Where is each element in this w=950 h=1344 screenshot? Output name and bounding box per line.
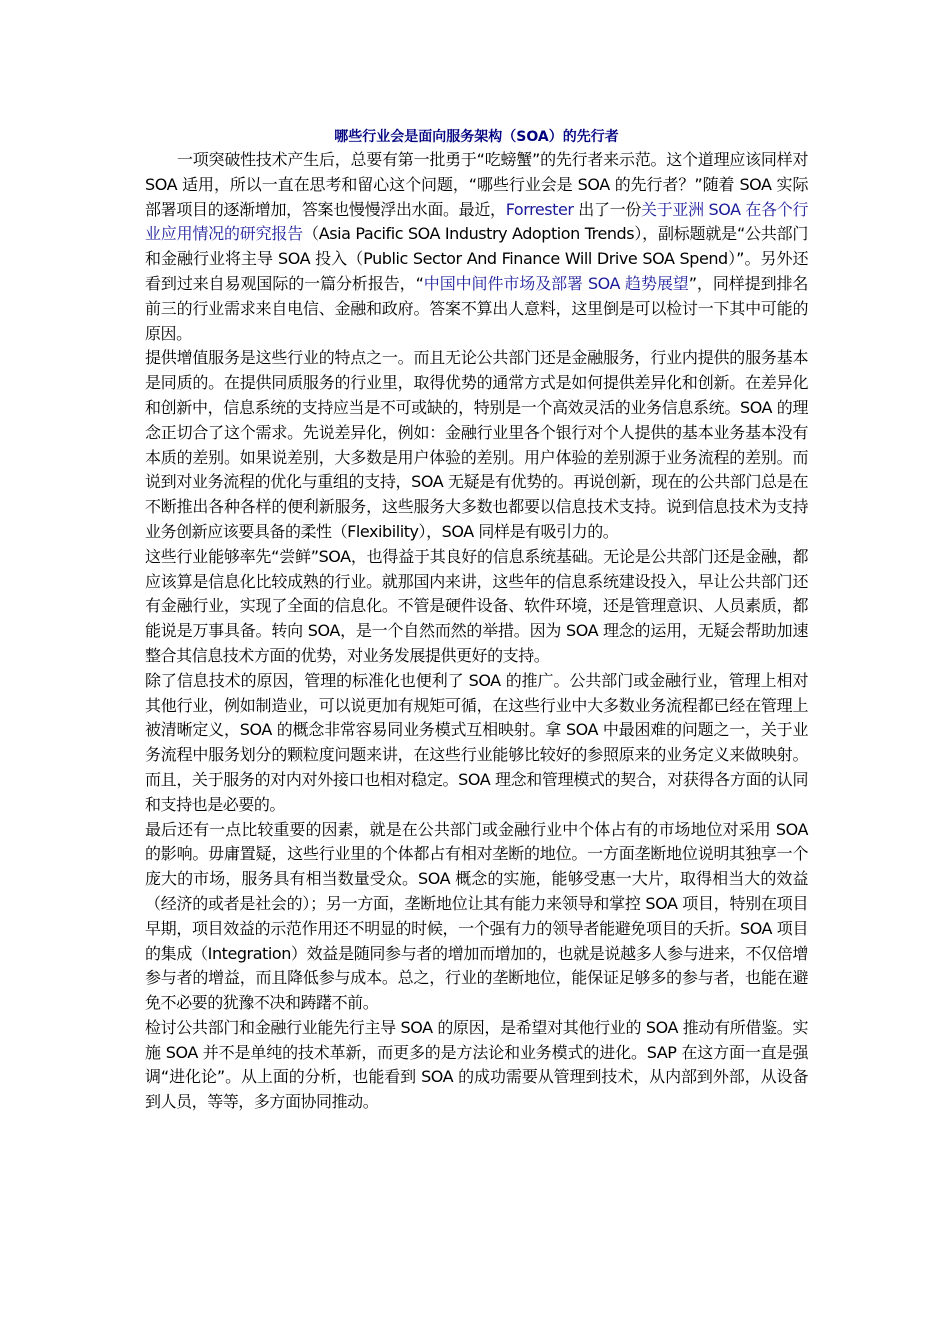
intro-text-4: ”，同样提到排名前三的行业需求来自电信、金融和政府。答案不算出人意料，这里倒是可以检讨一下其中可能的原因。: [145, 273, 808, 343]
paragraph-it-foundation: 这些行业能够率先“尝鲜”SOA，也得益于其良好的信息系统基础。无论是公共部门还是金融，都应该算是信息化比较成熟的行业。就那国内来讲，这些年的信息系统建设投入，早让公共部门还有金融行业，实现了全面的信息化。不管是硬件设备、软件环境，还是管理意识、人员素质，都能说是万事具备。转向 SOA，是一个自然而然的举措。因为 SOA 理念的运用，无疑会帮助加速整合其信息技术方面的优势，对业务发展提供更好的支持。: [145, 546, 808, 665]
intro-text-1: 一项突破性技术产生后，总要有第一批勇于“吃螃蟹”的先行者来示范。这个道理应该同样对 SOA 适用，所以一直在思考和留心这个问题，“哪些行业会是 SOA 的先行者？”随着 SOA 实际部署项目的逐渐增加，答案也慢慢浮出水面。最近，: [145, 150, 808, 219]
paragraph-value-added-services: 提供增值服务是这些行业的特点之一。而且无论公共部门还是金融服务，行业内提供的服务基本是同质的。在提供同质服务的行业里，取得优势的通常方式是如何提供差异化和创新。在差异化和创新中，信息系统的支持应当是不可或缺的，特别是一个高效灵活的业务信息系统。SOA 的理念正切合了这个需求。先说差异化，例如：金融行业里各个银行对个人提供的基本业务基本没有本质的差别。如果说差别，大多数是用户体验的差别。用户体验的差别源于业务流程的差别。而说到对业务流程的优化与重组的支持，SOA 无疑是有优势的。再说创新，现在的公共部门总是在不断推出各种各样的便利新服务，这些服务大多数也都要以信息技术支持。说到信息技术为支持业务创新应该要具备的柔性（Flexibility），SOA 同样是有吸引力的。: [145, 348, 808, 541]
link-china-middleware-report[interactable]: 中国中间件市场及部署 SOA 趋势展望: [423, 273, 689, 293]
paragraph-conclusion: 检讨公共部门和金融行业能先行主导 SOA 的原因，是希望对其他行业的 SOA 推动有所借鉴。实施 SOA 并不是单纯的技术革新，而更多的是方法论和业务模式的进化。SAP 在这方面一直是强调“进化论”。从上面的分析，也能看到 SOA 的成功需要从管理到技术，从内部到外部，从设备到人员，等等，多方面协同推动。: [145, 1017, 808, 1112]
document-title: 哪些行业会是面向服务架构（SOA）的先行者: [334, 129, 619, 145]
intro-text-2: 出了一份: [573, 199, 642, 219]
paragraph-intro: [145, 148, 808, 346]
intro-text-3: （Asia Pacific SOA Industry Adoption Trends），副标题就是“公共部门和金融行业将主导 SOA 投入（Public Sector And Finance Will Drive SOA Spend）”。另外还看到过来自易观国际的一篇分析报告，“: [145, 224, 808, 293]
paragraph-market-position: 最后还有一点比较重要的因素，就是在公共部门或金融行业中个体占有的市场地位对采用 SOA 的影响。毋庸置疑，这些行业里的个体都占有相对垄断的地位。一方面垄断地位说明其独享一个庞大的市场，服务具有相当数量受众。SOA 概念的实施，能够受惠一大片，取得相当大的效益（经济的或者是社会的）；另一方面，垄断地位让其有能力来领导和掌控 SOA 项目，特别在项目早期，项目效益的示范作用还不明显的时候，一个强有力的领导者能避免项目的夭折。SOA 项目的集成（Integration）效益是随同参与者的增加而增加的，也就是说越多人参与进来，不仅倍增参与者的增益，而且降低参与成本。总之，行业的垄断地位，能保证足够多的参与者，也能在避免不必要的犹豫不决和踌躇不前。: [145, 819, 808, 1013]
link-forrester[interactable]: Forrester: [505, 199, 574, 219]
link-asia-soa-report[interactable]: 关于亚洲 SOA 在各个行业应用情况的研究报告: [145, 199, 808, 244]
paragraph-management-standardization: 除了信息技术的原因，管理的标准化也便利了 SOA 的推广。公共部门或金融行业，管理上相对其他行业，例如制造业，可以说更加有规矩可循，在这些行业中大多数业务流程都已经在管理上被清晰定义，SOA 的概念非常容易同业务模式互相映射。拿 SOA 中最困难的问题之一，关于业务流程中服务划分的颗粒度问题来讲，在这些行业能够比较好的参照原来的业务定义来做映射。而且，关于服务的对内对外接口也相对稳定。SOA 理念和管理模式的契合，对获得各方面的认同和支持也是必要的。: [145, 670, 808, 814]
document-page: [145, 126, 808, 1115]
